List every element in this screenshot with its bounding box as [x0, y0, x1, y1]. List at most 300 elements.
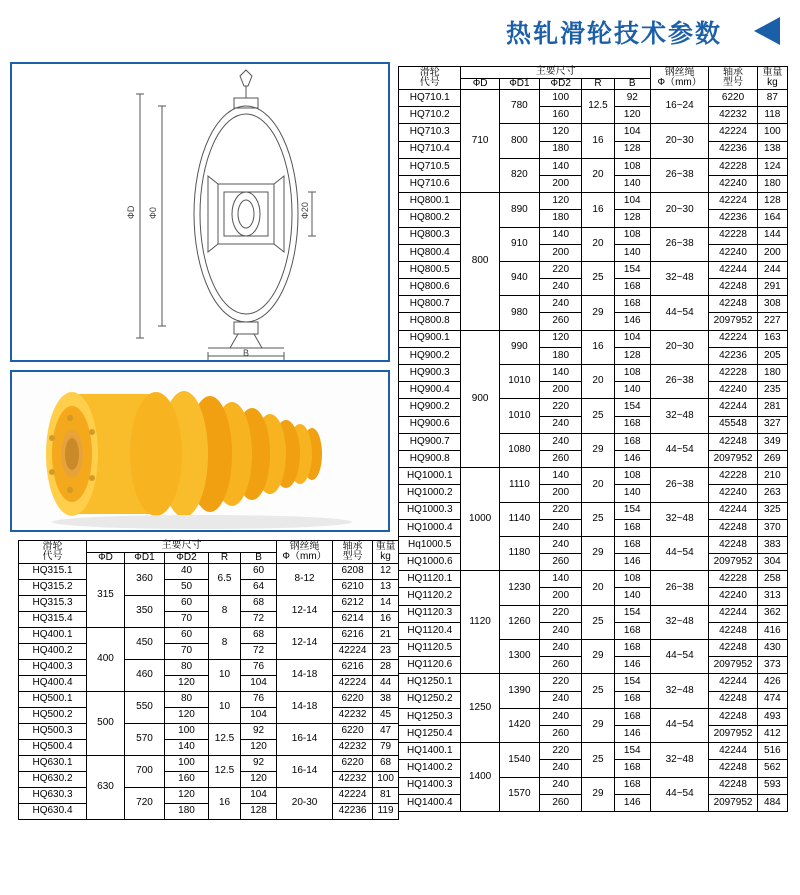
- table-row: [399, 502, 788, 519]
- cell-width-b: 154: [614, 605, 650, 622]
- cell-weight: 68: [373, 756, 399, 772]
- cell-weight: 593: [757, 777, 787, 794]
- cell-width-b: 68: [241, 628, 277, 644]
- code-header-line2: 代号: [419, 77, 440, 88]
- cell-code: HQ400.1: [19, 628, 87, 644]
- bearing-header-line1: 轴承: [723, 66, 744, 78]
- cell-diameter-d: 900: [461, 330, 499, 468]
- cell-width-b: 140: [614, 588, 650, 605]
- col-header-main-dims: 主要尺寸: [87, 541, 277, 553]
- cell-width-b: 168: [614, 760, 650, 777]
- cell-weight: 383: [757, 536, 787, 553]
- cell-width-b: 168: [614, 536, 650, 553]
- cell-radius-r: 10: [209, 692, 241, 724]
- cell-code: HQ1120.3: [399, 605, 461, 622]
- cell-weight: 362: [757, 605, 787, 622]
- bearing-header-line1: 轴承: [342, 540, 363, 552]
- cell-bearing-model: 42228: [709, 158, 757, 175]
- cell-weight: 13: [373, 580, 399, 596]
- cell-width-b: 104: [241, 708, 277, 724]
- cell-width-b: 146: [614, 657, 650, 674]
- cell-radius-r: 20: [582, 468, 614, 502]
- cell-diameter-d1: 1540: [499, 743, 539, 777]
- cell-bearing-model: 42244: [709, 399, 757, 416]
- cell-bearing-model: 2097952: [709, 450, 757, 467]
- cell-width-b: 104: [614, 124, 650, 141]
- cell-diameter-d2: 240: [540, 433, 582, 450]
- cell-width-b: 108: [614, 468, 650, 485]
- cell-bearing-model: 42232: [333, 772, 373, 788]
- left-spec-table-wrapper: [18, 540, 396, 820]
- cell-weight: 87: [757, 90, 787, 107]
- cell-radius-r: 25: [582, 502, 614, 536]
- cell-code: HQ710.5: [399, 158, 461, 175]
- cell-width-b: 140: [614, 485, 650, 502]
- col-header-d1: ФD1: [499, 78, 539, 90]
- cell-weight: 47: [373, 724, 399, 740]
- col-header-r: R: [582, 78, 614, 90]
- cell-diameter-d2: 260: [540, 554, 582, 571]
- cell-diameter-d1: 940: [499, 261, 539, 295]
- cell-code: HQ500.1: [19, 692, 87, 708]
- cell-bearing-model: 6214: [333, 612, 373, 628]
- cell-weight: 313: [757, 588, 787, 605]
- cell-code: HQ800.5: [399, 261, 461, 278]
- cell-width-b: 154: [614, 674, 650, 691]
- cell-diameter-d2: 120: [165, 708, 209, 724]
- table-row: [399, 365, 788, 382]
- cell-bearing-model: 42224: [709, 330, 757, 347]
- cell-diameter-d: 315: [87, 564, 125, 628]
- cell-diameter-d2: 240: [540, 760, 582, 777]
- weight-header-line2: kg: [767, 77, 778, 88]
- cell-weight: 269: [757, 450, 787, 467]
- cell-bearing-model: 42228: [709, 468, 757, 485]
- cell-bearing-model: 6220: [333, 724, 373, 740]
- rope-header-line2: Ф（mm）: [657, 77, 702, 88]
- cell-width-b: 76: [241, 660, 277, 676]
- cell-diameter-d1: 1140: [499, 502, 539, 536]
- figures-column: [10, 62, 390, 532]
- cell-width-b: 104: [614, 193, 650, 210]
- cell-width-b: 72: [241, 644, 277, 660]
- cell-width-b: 76: [241, 692, 277, 708]
- col-header-d1: ФD1: [125, 552, 165, 564]
- cell-rope-diameter: 12-14: [277, 628, 333, 660]
- svg-text:Ф20: Ф20: [300, 202, 310, 219]
- col-header-d2: ФD2: [540, 78, 582, 90]
- cell-code: HQ800.8: [399, 313, 461, 330]
- cell-code: HQ1400.1: [399, 743, 461, 760]
- table-row: [399, 708, 788, 725]
- cell-width-b: 168: [614, 433, 650, 450]
- cell-weight: 38: [373, 692, 399, 708]
- cell-width-b: 146: [614, 725, 650, 742]
- cell-width-b: 168: [614, 296, 650, 313]
- cell-code: HQ1250.1: [399, 674, 461, 691]
- cell-radius-r: 16: [209, 788, 241, 820]
- cell-bearing-model: 6216: [333, 660, 373, 676]
- cell-diameter-d2: 220: [540, 399, 582, 416]
- page-header: [0, 0, 800, 60]
- cell-diameter-d2: 260: [540, 313, 582, 330]
- col-header-d: ФD: [461, 78, 499, 90]
- cell-code: HQ900.2: [399, 347, 461, 364]
- cell-diameter-d: 1000: [461, 468, 499, 571]
- table-row: [19, 564, 399, 580]
- table-row: [399, 536, 788, 553]
- cell-diameter-d2: 260: [540, 794, 582, 811]
- cell-bearing-model: 42248: [709, 777, 757, 794]
- cell-code: HQ710.3: [399, 124, 461, 141]
- cell-diameter-d1: 820: [499, 158, 539, 192]
- cell-diameter-d: 630: [87, 756, 125, 820]
- cell-diameter-d2: 180: [165, 804, 209, 820]
- cell-diameter-d2: 260: [540, 657, 582, 674]
- cell-diameter-d2: 240: [540, 640, 582, 657]
- cell-width-b: 146: [614, 313, 650, 330]
- cell-code: HQ900.6: [399, 416, 461, 433]
- cell-weight: 370: [757, 519, 787, 536]
- cell-diameter-d1: 780: [499, 90, 539, 124]
- cell-code: HQ1400.4: [399, 794, 461, 811]
- cell-bearing-model: 42248: [709, 622, 757, 639]
- cell-code: HQ710.1: [399, 90, 461, 107]
- cell-code: HQ315.2: [19, 580, 87, 596]
- cell-rope-diameter: 8-12: [277, 564, 333, 596]
- cell-weight: 138: [757, 141, 787, 158]
- cell-diameter-d2: 60: [165, 628, 209, 644]
- cell-weight: 562: [757, 760, 787, 777]
- cell-bearing-model: 42236: [709, 347, 757, 364]
- table-row: [399, 158, 788, 175]
- cell-bearing-model: 42228: [709, 365, 757, 382]
- cell-width-b: 168: [614, 622, 650, 639]
- cell-diameter-d2: 60: [165, 596, 209, 612]
- cell-code: HQ800.3: [399, 227, 461, 244]
- right-spec-table: [398, 66, 788, 812]
- cell-weight: 474: [757, 691, 787, 708]
- cell-code: HQ1120.4: [399, 622, 461, 639]
- cell-radius-r: 25: [582, 605, 614, 639]
- cell-bearing-model: 42236: [709, 210, 757, 227]
- cell-bearing-model: 42248: [709, 279, 757, 296]
- left-spec-table: [18, 540, 399, 820]
- cell-width-b: 72: [241, 612, 277, 628]
- bearing-header-line2: 型号: [342, 551, 363, 562]
- cell-diameter-d1: 910: [499, 227, 539, 261]
- cell-code: HQ315.3: [19, 596, 87, 612]
- cell-diameter-d2: 200: [540, 588, 582, 605]
- cell-weight: 163: [757, 330, 787, 347]
- table-row: [399, 124, 788, 141]
- cell-bearing-model: 6220: [333, 756, 373, 772]
- cell-bearing-model: 2097952: [709, 554, 757, 571]
- cell-rope-diameter: 32~48: [650, 674, 708, 708]
- cell-rope-diameter: 32~48: [650, 502, 708, 536]
- cell-code: HQ315.4: [19, 612, 87, 628]
- table-row: [399, 193, 788, 210]
- cell-diameter-d2: 50: [165, 580, 209, 596]
- cell-weight: 210: [757, 468, 787, 485]
- cell-code: HQ800.7: [399, 296, 461, 313]
- table-row: [399, 227, 788, 244]
- cell-width-b: 154: [614, 399, 650, 416]
- cell-weight: 430: [757, 640, 787, 657]
- cell-bearing-model: 42244: [709, 502, 757, 519]
- cell-bearing-model: 2097952: [709, 313, 757, 330]
- cell-bearing-model: 2097952: [709, 725, 757, 742]
- cell-width-b: 104: [241, 788, 277, 804]
- col-header-d: ФD: [87, 552, 125, 564]
- cell-radius-r: 12.5: [209, 756, 241, 788]
- cell-diameter-d2: 200: [540, 244, 582, 261]
- cell-width-b: 154: [614, 261, 650, 278]
- cell-bearing-model: 42236: [709, 141, 757, 158]
- cell-bearing-model: 42224: [709, 193, 757, 210]
- cell-diameter-d1: 990: [499, 330, 539, 364]
- cell-diameter-d2: 220: [540, 502, 582, 519]
- cell-diameter-d: 710: [461, 90, 499, 193]
- cell-weight: 308: [757, 296, 787, 313]
- cell-width-b: 168: [614, 279, 650, 296]
- cell-rope-diameter: 14-18: [277, 692, 333, 724]
- cell-code: HQ500.3: [19, 724, 87, 740]
- cell-bearing-model: 6220: [333, 692, 373, 708]
- cell-bearing-model: 42248: [709, 708, 757, 725]
- cell-code: HQ1000.3: [399, 502, 461, 519]
- cell-weight: 327: [757, 416, 787, 433]
- col-header-weight: [757, 67, 787, 90]
- col-header-weight: [373, 541, 399, 564]
- cell-bearing-model: 42244: [709, 743, 757, 760]
- cell-bearing-model: 42224: [333, 676, 373, 692]
- cell-diameter-d2: 240: [540, 296, 582, 313]
- cell-weight: 426: [757, 674, 787, 691]
- cell-bearing-model: 42224: [333, 788, 373, 804]
- cell-bearing-model: 42244: [709, 261, 757, 278]
- cell-code: HQ1000.4: [399, 519, 461, 536]
- col-header-r: R: [209, 552, 241, 564]
- cell-weight: 12: [373, 564, 399, 580]
- table-row: [399, 605, 788, 622]
- svg-text:Ф0: Ф0: [148, 207, 158, 219]
- cell-weight: 349: [757, 433, 787, 450]
- right-spec-table-wrapper: [398, 66, 788, 812]
- cell-code: HQ1250.2: [399, 691, 461, 708]
- cell-code: HQ500.2: [19, 708, 87, 724]
- cell-rope-diameter: 20-30: [277, 788, 333, 820]
- cell-diameter-d2: 240: [540, 708, 582, 725]
- cell-bearing-model: 42228: [709, 571, 757, 588]
- cell-bearing-model: 42232: [333, 708, 373, 724]
- cell-diameter-d2: 240: [540, 622, 582, 639]
- cell-width-b: 92: [614, 90, 650, 107]
- cell-diameter-d1: 1570: [499, 777, 539, 811]
- cell-bearing-model: 6220: [709, 90, 757, 107]
- cell-diameter-d2: 140: [540, 158, 582, 175]
- cell-diameter-d2: 240: [540, 519, 582, 536]
- cell-diameter-d1: 1010: [499, 399, 539, 433]
- table-row: [399, 261, 788, 278]
- cell-bearing-model: 42248: [709, 691, 757, 708]
- cell-radius-r: 20: [582, 365, 614, 399]
- cell-bearing-model: 42228: [709, 227, 757, 244]
- cell-radius-r: 8: [209, 628, 241, 660]
- cell-weight: 227: [757, 313, 787, 330]
- cell-bearing-model: 42224: [333, 644, 373, 660]
- table-row: [399, 571, 788, 588]
- cell-code: HQ1400.2: [399, 760, 461, 777]
- cell-diameter-d2: 160: [540, 107, 582, 124]
- cell-weight: 180: [757, 175, 787, 192]
- cell-radius-r: 10: [209, 660, 241, 692]
- cell-diameter-d2: 220: [540, 674, 582, 691]
- cell-bearing-model: 42240: [709, 175, 757, 192]
- cell-bearing-model: 42244: [709, 605, 757, 622]
- cell-width-b: 128: [241, 804, 277, 820]
- cell-width-b: 140: [614, 244, 650, 261]
- cell-weight: 180: [757, 365, 787, 382]
- cell-bearing-model: 42240: [709, 588, 757, 605]
- cell-weight: 516: [757, 743, 787, 760]
- cell-radius-r: 25: [582, 261, 614, 295]
- cell-rope-diameter: 26~38: [650, 365, 708, 399]
- cell-code: HQ1000.6: [399, 554, 461, 571]
- cell-diameter-d1: 450: [125, 628, 165, 660]
- cell-diameter-d1: 1230: [499, 571, 539, 605]
- cell-diameter-d1: 550: [125, 692, 165, 724]
- cell-radius-r: 29: [582, 777, 614, 811]
- cell-diameter-d2: 200: [540, 382, 582, 399]
- col-header-d2: ФD2: [165, 552, 209, 564]
- table-row: [19, 756, 399, 772]
- cell-bearing-model: 42240: [709, 244, 757, 261]
- cell-diameter-d1: 570: [125, 724, 165, 756]
- cell-diameter-d: 500: [87, 692, 125, 756]
- cell-diameter-d1: 1390: [499, 674, 539, 708]
- cell-width-b: 168: [614, 640, 650, 657]
- cell-bearing-model: 42224: [709, 124, 757, 141]
- cell-radius-r: 25: [582, 743, 614, 777]
- cell-width-b: 168: [614, 416, 650, 433]
- cell-code: HQ1250.3: [399, 708, 461, 725]
- cell-weight: 16: [373, 612, 399, 628]
- cell-code: HQ900.1: [399, 330, 461, 347]
- cell-diameter-d1: 890: [499, 193, 539, 227]
- cell-code: HQ630.1: [19, 756, 87, 772]
- cell-weight: 23: [373, 644, 399, 660]
- cell-rope-diameter: 44~54: [650, 433, 708, 467]
- cell-code: HQ1120.5: [399, 640, 461, 657]
- bearing-header-line2: 型号: [723, 77, 744, 88]
- cell-diameter-d2: 260: [540, 450, 582, 467]
- cell-rope-diameter: 26~38: [650, 158, 708, 192]
- cell-diameter-d2: 70: [165, 612, 209, 628]
- cell-weight: 263: [757, 485, 787, 502]
- cell-weight: 373: [757, 657, 787, 674]
- cell-width-b: 128: [614, 210, 650, 227]
- rope-header-line1: 钢丝绳: [289, 540, 320, 552]
- cell-width-b: 92: [241, 724, 277, 740]
- cell-weight: 124: [757, 158, 787, 175]
- table-row: [399, 433, 788, 450]
- col-header-code: [399, 67, 461, 90]
- cell-weight: 164: [757, 210, 787, 227]
- cell-width-b: 68: [241, 596, 277, 612]
- weight-header-line1: 重量: [375, 540, 396, 552]
- cell-bearing-model: 6208: [333, 564, 373, 580]
- cell-width-b: 128: [614, 347, 650, 364]
- cell-weight: 205: [757, 347, 787, 364]
- cell-width-b: 146: [614, 554, 650, 571]
- table-row: [19, 788, 399, 804]
- cell-code: HQ800.4: [399, 244, 461, 261]
- cell-width-b: 104: [614, 330, 650, 347]
- table-row: [399, 640, 788, 657]
- table-row: [19, 724, 399, 740]
- cell-diameter-d2: 70: [165, 644, 209, 660]
- col-header-main-dims: 主要尺寸: [461, 67, 650, 79]
- cell-weight: 21: [373, 628, 399, 644]
- cell-radius-r: 12.5: [209, 724, 241, 756]
- rope-header-line1: 钢丝绳: [664, 66, 695, 78]
- cell-weight: 118: [757, 107, 787, 124]
- code-header-line2: 代号: [42, 551, 63, 562]
- cell-rope-diameter: 26~38: [650, 227, 708, 261]
- cell-diameter-d2: 180: [540, 141, 582, 158]
- cell-rope-diameter: 16~24: [650, 90, 708, 124]
- cell-rope-diameter: 14-18: [277, 660, 333, 692]
- cell-radius-r: 25: [582, 674, 614, 708]
- cell-diameter-d2: 120: [540, 330, 582, 347]
- cell-radius-r: 16: [582, 193, 614, 227]
- cell-weight: 128: [757, 193, 787, 210]
- col-header-b: B: [241, 552, 277, 564]
- code-header-line1: 滑轮: [42, 540, 63, 552]
- cell-bearing-model: 42232: [333, 740, 373, 756]
- cell-diameter-d2: 240: [540, 536, 582, 553]
- cell-diameter-d1: 350: [125, 596, 165, 628]
- cell-diameter-d: 1250: [461, 674, 499, 743]
- cell-code: HQ710.2: [399, 107, 461, 124]
- table-row: [399, 330, 788, 347]
- weight-header-line1: 重量: [762, 66, 783, 78]
- cell-width-b: 108: [614, 158, 650, 175]
- cell-bearing-model: 42248: [709, 760, 757, 777]
- cell-code: HQ1400.3: [399, 777, 461, 794]
- cell-bearing-model: 6216: [333, 628, 373, 644]
- cell-code: HQ630.3: [19, 788, 87, 804]
- cell-code: HQ1120.1: [399, 571, 461, 588]
- cell-bearing-model: 42244: [709, 674, 757, 691]
- pulley-cross-section-drawing: [10, 62, 390, 362]
- cell-width-b: 146: [614, 450, 650, 467]
- cell-diameter-d2: 240: [540, 691, 582, 708]
- cell-code: HQ900.4: [399, 382, 461, 399]
- cell-diameter-d1: 460: [125, 660, 165, 692]
- cell-weight: 416: [757, 622, 787, 639]
- cell-diameter-d1: 720: [125, 788, 165, 820]
- cell-code: HQ500.4: [19, 740, 87, 756]
- svg-text:ФD: ФD: [126, 205, 136, 219]
- cell-bearing-model: 2097952: [709, 794, 757, 811]
- cell-diameter-d2: 120: [165, 676, 209, 692]
- cell-weight: 28: [373, 660, 399, 676]
- cell-width-b: 140: [614, 382, 650, 399]
- cell-diameter-d2: 140: [165, 740, 209, 756]
- cell-weight: 44: [373, 676, 399, 692]
